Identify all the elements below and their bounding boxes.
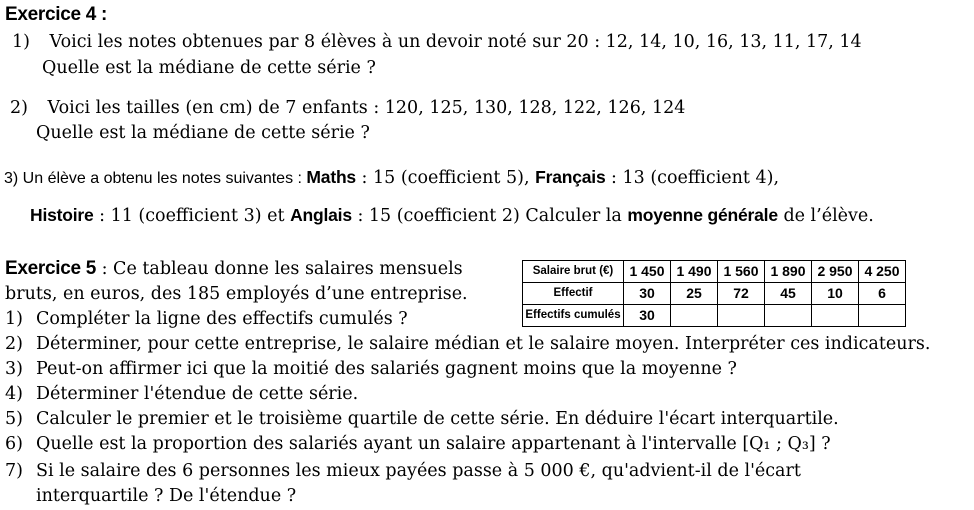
table-cell (812, 305, 859, 327)
table-cell: 45 (765, 283, 812, 305)
effectif-row (523, 283, 906, 305)
table-cell: 2 950 (812, 261, 859, 283)
subject-anglais: Anglais (290, 205, 352, 225)
francais-grade: : 13 (coefficient 4), (605, 168, 780, 188)
question-text: Compléter la ligne des effectifs cumulés ? (36, 309, 408, 329)
question-number: 7) (5, 461, 23, 481)
ex5-question (5, 408, 839, 430)
table-cell: 72 (718, 283, 765, 305)
question-number: 2) (5, 334, 23, 354)
question-number: 1) (12, 32, 30, 52)
question-text: Peut-on affirmer ici que la moitié des salariés gagnent moins que la moyenne ? (36, 359, 737, 379)
question-text: Voici les notes obtenues par 8 élèves à un devoir noté sur 20 : 12, 14, 10, 16, 13, 11, 17, 14 (49, 32, 862, 52)
ex4-question-1-line2: Quelle est la médiane de cette série ? (42, 58, 376, 78)
row-header: Effectifs cumulés (523, 305, 624, 327)
question-number: 3) (5, 359, 23, 379)
maths-grade: : 15 (coefficient 5), (355, 168, 536, 188)
question-text: Déterminer l'étendue de cette série. (36, 384, 359, 404)
ex5-question (5, 358, 737, 380)
table-cell: 30 (624, 283, 671, 305)
row-header: Effectif (523, 283, 624, 305)
question-number: 5) (5, 409, 23, 429)
exercise-5-title: Exercice 5 (5, 258, 97, 279)
exercise-4-title: Exercice 4 : (5, 4, 108, 25)
ex5-question (5, 433, 831, 455)
table-cell: 1 890 (765, 261, 812, 283)
ex5-intro-line1 (5, 258, 463, 280)
table-cell: 1 560 (718, 261, 765, 283)
ex5-question (5, 460, 801, 482)
question-text: Si le salaire des 6 personnes les mieux payées passe à 5 000 €, qu'advient-il de l'écart (36, 461, 801, 481)
question-number: 4) (5, 384, 23, 404)
ex4-question-2-line2: Quelle est la médiane de cette série ? (36, 123, 370, 143)
table-cell (671, 305, 718, 327)
table-cell: 25 (671, 283, 718, 305)
table-cell: 10 (812, 283, 859, 305)
table-cell: 6 (859, 283, 906, 305)
table-cell: 1 490 (671, 261, 718, 283)
table-cell (765, 305, 812, 327)
cumulative-row (523, 305, 906, 327)
table-cell: 30 (624, 305, 671, 327)
question-text: Déterminer, pour cette entreprise, le salaire médian et le salaire moyen. Interpréter ces indicateurs. (36, 334, 931, 354)
ex5-question (5, 333, 930, 355)
ex5-question (5, 485, 296, 507)
ex4-question-1 (12, 31, 862, 53)
question-text: interquartile ? De l'étendue ? (36, 486, 297, 506)
table-cell (718, 305, 765, 327)
ex5-question (5, 383, 358, 405)
subject-maths: Maths (306, 167, 356, 187)
moyenne-generale: moyenne générale (627, 205, 778, 225)
salary-row (523, 261, 906, 283)
question-number: 6) (5, 434, 23, 454)
ex4-question-3 (4, 166, 779, 190)
ex5-intro-line2: bruts, en euros, des 185 employés d’une entreprise. (5, 284, 468, 304)
table-cell (859, 305, 906, 327)
ex5-question (5, 308, 408, 330)
ex5-intro-text: : Ce tableau donne les salaires mensuels (96, 259, 463, 279)
table-cell: 4 250 (859, 261, 906, 283)
table-cell: 1 450 (624, 261, 671, 283)
question-number: 2) (10, 98, 28, 118)
question-text: Quelle est la proportion des salariés ayant un salaire appartenant à l'intervalle [Q₁ ; Q₃] ? (36, 434, 831, 454)
row-header: Salaire brut (€) (523, 261, 624, 283)
question-text: Voici les tailles (en cm) de 7 enfants : 120, 125, 130, 128, 122, 126, 124 (47, 98, 686, 118)
subject-histoire: Histoire (30, 205, 94, 225)
histoire-grade: : 11 (coefficient 3) et (93, 206, 291, 226)
ex4-question-2 (10, 97, 685, 119)
ex4-question-3-line2 (30, 204, 874, 227)
question-text: Calculer le premier et le troisième quartile de cette série. En déduire l'écart interquartile. (36, 409, 839, 429)
question-3-end: de l’élève. (777, 206, 874, 226)
question-3-intro: 3) Un élève a obtenu les notes suivantes : (4, 170, 307, 187)
anglais-grade: : 15 (coefficient 2) Calculer la (351, 206, 628, 226)
subject-francais: Français (535, 167, 606, 187)
question-number: 1) (5, 309, 23, 329)
salary-table (522, 260, 906, 327)
